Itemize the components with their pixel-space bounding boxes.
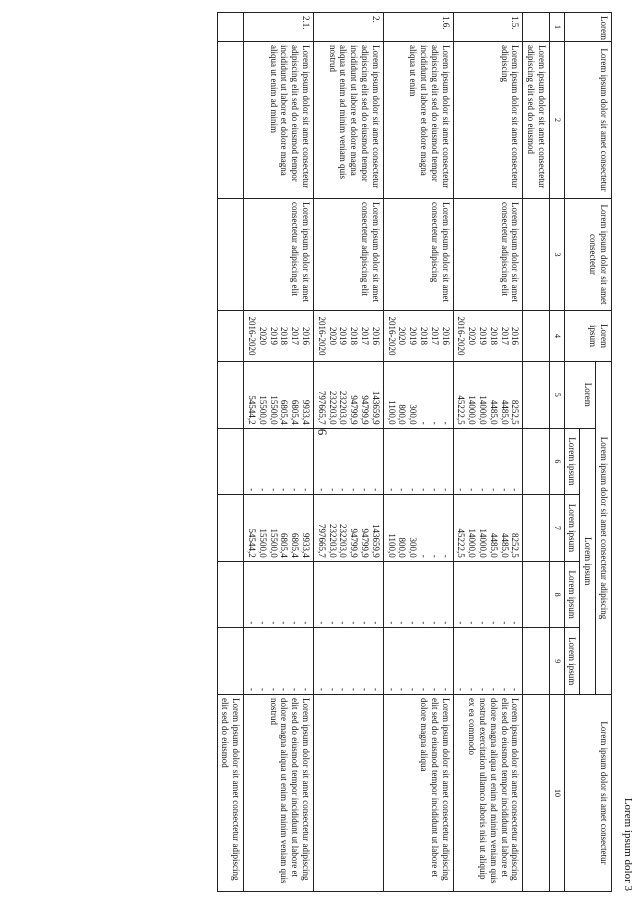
reg-value: 143659,9 [370, 524, 381, 558]
cell-result: Lorem ipsum dolor sit amet consectetur adipiscing elit sed do eiusmod [217, 695, 244, 892]
years-value: 2016 [440, 327, 451, 345]
table-row [314, 13, 384, 892]
years-value: 2019 [478, 327, 489, 345]
extra-value: - [456, 688, 467, 691]
extra-value: - [386, 688, 397, 691]
years-value: 2016-2020 [316, 316, 327, 356]
reg-value: 15500,0 [268, 528, 279, 558]
total-value: 4485,0 [488, 399, 499, 425]
total-value: 94799,9 [360, 395, 371, 425]
column-number: 7 [550, 495, 565, 562]
loc-value: - [301, 621, 312, 625]
cell-extra [453, 628, 523, 695]
header-including: Lorem ipsum [580, 428, 596, 694]
cell-name: Lorem ipsum dolor sit amet consectetur adipiscing [453, 42, 523, 199]
fed-value: - [419, 488, 430, 492]
years-value: 2016-2020 [456, 316, 467, 356]
fed-value: - [478, 488, 489, 492]
cell-years [314, 311, 384, 362]
cell-reg [523, 495, 550, 562]
extra-value: - [478, 688, 489, 691]
cell-fed [383, 428, 453, 495]
empty-cell [217, 628, 244, 695]
cell-total [244, 362, 314, 429]
table-row [383, 13, 453, 892]
loc-value: - [467, 621, 478, 625]
years-value: 2017 [499, 327, 510, 345]
cell-num: 1.5. [453, 13, 523, 42]
total-value: 94799,9 [349, 395, 360, 425]
cell-years [523, 311, 550, 362]
extra-value: - [510, 688, 521, 691]
empty-cell [217, 428, 244, 495]
cell-result [314, 695, 384, 892]
cell-extra [314, 628, 384, 695]
total-value: 232203,0 [327, 390, 338, 425]
total-value: 8252,5 [510, 399, 521, 425]
total-value: - [419, 421, 430, 425]
years-value: 2018 [279, 327, 290, 345]
fed-value: - [301, 488, 312, 492]
total-value: 54544,2 [247, 395, 258, 425]
fed-value: - [499, 488, 510, 492]
extra-value: - [301, 688, 312, 691]
cell-resp: Lorem ipsum dolor sit amet consectetur adipiscing elit [244, 199, 314, 311]
years-value: 2019 [268, 327, 279, 345]
cell-years [453, 311, 523, 362]
page-number: 6 [315, 428, 330, 436]
reg-value: - [429, 554, 440, 558]
header-result: Lorem ipsum dolor sit amet consectetur [564, 695, 611, 892]
loc-value: - [510, 621, 521, 625]
cell-reg [453, 495, 523, 562]
reg-value: - [440, 554, 451, 558]
loc-value: - [247, 621, 258, 625]
reg-value: 300,0 [408, 537, 419, 558]
fed-value: - [370, 488, 381, 492]
years-value: 2018 [349, 327, 360, 345]
empty-cell [217, 561, 244, 628]
fed-value: - [440, 488, 451, 492]
header-extrabudget: Lorem ipsum [564, 628, 580, 695]
column-number: 6 [550, 428, 565, 495]
header-responsible: Lorem ipsum dolor sit amet consectetur [564, 199, 611, 311]
cell-extra [383, 628, 453, 695]
extra-value: - [419, 688, 430, 691]
extra-value: - [429, 688, 440, 691]
reg-value: 14000,0 [467, 528, 478, 558]
cell-result: Lorem ipsum dolor sit amet consectetur adipiscing elit sed do eiusmod tempor incididunt ut labore et dolore magna aliqua ut enim ad minim veniam quis nostrud [244, 695, 314, 892]
column-number: 5 [550, 362, 565, 429]
reg-value: 6805,4 [279, 533, 290, 558]
column-number: 3 [550, 199, 565, 311]
years-value: 2016 [301, 327, 312, 345]
years-value: 2016-2020 [247, 316, 258, 356]
loc-value: - [279, 621, 290, 625]
cell-fed [523, 428, 550, 495]
extra-value: - [467, 688, 478, 691]
extra-value: - [499, 688, 510, 691]
total-value: 800,0 [397, 404, 408, 425]
extra-value: - [257, 688, 268, 691]
cell-result: Lorem ipsum dolor sit amet consectetur adipiscing elit sed do eiusmod tempor incididunt ut labore et dolore magna aliqua [383, 695, 453, 892]
cell-resp: Lorem ipsum dolor sit amet consectetur adipiscing [383, 199, 453, 311]
cell-num: 1.6. [383, 13, 453, 42]
total-value: 143659,9 [370, 390, 381, 425]
loc-value: - [419, 621, 430, 625]
fed-value: - [327, 488, 338, 492]
loc-value: - [290, 621, 301, 625]
cell-name: Lorem ipsum dolor sit amet consectetur adipiscing elit sed do eiusmod tempor incididunt ut labore et dolore magna aliqua ut enim [383, 42, 453, 199]
total-value: - [429, 421, 440, 425]
reg-value: 15500,0 [257, 528, 268, 558]
extra-value: - [279, 688, 290, 691]
cell-resp [523, 199, 550, 311]
reg-value: 1100,0 [386, 533, 397, 558]
extra-value: - [360, 688, 371, 691]
extra-value: - [316, 688, 327, 691]
continuation-label: Lorem ipsum dolor 3 [622, 797, 634, 891]
fed-value: - [247, 488, 258, 492]
years-value: 2020 [257, 327, 268, 345]
column-number: 4 [550, 311, 565, 362]
column-number: 2 [550, 42, 565, 199]
extra-value: - [408, 688, 419, 691]
fed-value: - [290, 488, 301, 492]
years-value: 2016-2020 [386, 316, 397, 356]
loc-value: - [397, 621, 408, 625]
total-value: 300,0 [408, 404, 419, 425]
total-value: 15500,0 [268, 395, 279, 425]
header-funding: Lorem ipsum dolor sit amet consectetur adipiscing [596, 362, 612, 695]
loc-value: - [257, 621, 268, 625]
fed-value: - [488, 488, 499, 492]
cell-extra [244, 628, 314, 695]
loc-value: - [440, 621, 451, 625]
reg-value: 800,0 [397, 537, 408, 558]
years-value: 2019 [408, 327, 419, 345]
reg-value: 9933,4 [301, 533, 312, 558]
cell-reg [314, 495, 384, 562]
header-num: Lorem [564, 13, 611, 42]
reg-value: 232203,0 [327, 524, 338, 558]
extra-value: - [290, 688, 301, 691]
cell-result [523, 695, 550, 892]
reg-value: 45222,5 [456, 528, 467, 558]
extra-value: - [488, 688, 499, 691]
cell-name: Lorem ipsum dolor sit amet consectetur adipiscing elit sed do eiusmod [523, 42, 550, 199]
extra-value: - [268, 688, 279, 691]
cell-num [523, 13, 550, 42]
cell-resp: Lorem ipsum dolor sit amet consectetur adipiscing elit [453, 199, 523, 311]
fed-value: - [257, 488, 268, 492]
years-value: 2018 [488, 327, 499, 345]
column-number: 10 [550, 695, 565, 892]
cell-total [383, 362, 453, 429]
fed-value: - [386, 488, 397, 492]
header-total: Lorem [564, 362, 596, 429]
total-value: 45222,5 [456, 395, 467, 425]
table-body [217, 13, 549, 892]
column-number-row [550, 13, 565, 892]
loc-value: - [338, 621, 349, 625]
cell-loc [383, 561, 453, 628]
total-value: - [440, 421, 451, 425]
program-table [217, 12, 612, 892]
cell-name: Lorem ipsum dolor sit amet consectetur adipiscing elit sed do eiusmod tempor incididunt ut labore et dolore magna aliqua ut enim ad minim veniam quis nostrud [314, 42, 384, 199]
extra-value: - [397, 688, 408, 691]
cell-total [523, 362, 550, 429]
reg-value: 94799,9 [349, 528, 360, 558]
fed-value: - [510, 488, 521, 492]
cell-num: 2.1. [244, 13, 314, 42]
years-value: 2016 [510, 327, 521, 345]
total-value: 14000,0 [478, 395, 489, 425]
total-value: 797665,7 [316, 390, 327, 425]
empty-cell [217, 199, 244, 311]
reg-value: - [419, 554, 430, 558]
years-value: 2020 [397, 327, 408, 345]
extra-value: - [370, 688, 381, 691]
fed-value: - [397, 488, 408, 492]
header-federal: Lorem ipsum [564, 428, 580, 495]
loc-value: - [327, 621, 338, 625]
years-value: 2020 [327, 327, 338, 345]
extra-value: - [338, 688, 349, 691]
cell-total [453, 362, 523, 429]
cell-fed [244, 428, 314, 495]
years-value: 2017 [290, 327, 301, 345]
reg-value: 8252,5 [510, 533, 521, 558]
loc-value: - [360, 621, 371, 625]
years-value: 2017 [429, 327, 440, 345]
loc-value: - [488, 621, 499, 625]
cell-fed [453, 428, 523, 495]
total-value: 9933,4 [301, 399, 312, 425]
fed-value: - [316, 488, 327, 492]
years-value: 2017 [360, 327, 371, 345]
loc-value: - [370, 621, 381, 625]
fed-value: - [408, 488, 419, 492]
header-regional: Lorem ipsum [564, 495, 580, 562]
cell-loc [523, 561, 550, 628]
loc-value: - [429, 621, 440, 625]
total-value: 4485,0 [499, 399, 510, 425]
reg-value: 94799,9 [360, 528, 371, 558]
total-value: 1100,0 [386, 400, 397, 425]
cell-reg [383, 495, 453, 562]
column-number: 8 [550, 561, 565, 628]
table-row [217, 13, 244, 892]
loc-value: - [456, 621, 467, 625]
fed-value: - [279, 488, 290, 492]
cell-total [314, 362, 384, 429]
header-local: Lorem ipsum [564, 561, 580, 628]
extra-value: - [247, 688, 258, 691]
loc-value: - [478, 621, 489, 625]
total-value: 232203,0 [338, 390, 349, 425]
column-number: 9 [550, 628, 565, 695]
loc-value: - [268, 621, 279, 625]
cell-loc [453, 561, 523, 628]
cell-loc [244, 561, 314, 628]
loc-value: - [349, 621, 360, 625]
empty-cell [217, 362, 244, 429]
loc-value: - [499, 621, 510, 625]
cell-extra [523, 628, 550, 695]
loc-value: - [316, 621, 327, 625]
fed-value: - [429, 488, 440, 492]
fed-value: - [360, 488, 371, 492]
fed-value: - [467, 488, 478, 492]
fed-value: - [349, 488, 360, 492]
cell-num: 2. [314, 13, 384, 42]
header-name: Lorem ipsum dolor sit amet consectetur [564, 42, 611, 199]
cell-loc [314, 561, 384, 628]
reg-value: 797665,7 [316, 524, 327, 558]
reg-value: 232203,0 [338, 524, 349, 558]
fed-value: - [456, 488, 467, 492]
extra-value: - [327, 688, 338, 691]
total-value: 14000,0 [467, 395, 478, 425]
reg-value: 4485,0 [488, 533, 499, 558]
years-value: 2018 [419, 327, 430, 345]
column-number: 1 [550, 13, 565, 42]
extra-value: - [349, 688, 360, 691]
loc-value: - [408, 621, 419, 625]
empty-cell [217, 13, 244, 42]
years-value: 2020 [467, 327, 478, 345]
total-value: 15500,0 [257, 395, 268, 425]
fed-value: - [338, 488, 349, 492]
table-row [523, 13, 550, 892]
empty-cell [217, 42, 244, 199]
cell-result: Lorem ipsum dolor sit amet consectetur adipiscing elit sed do eiusmod tempor incididunt ut labore et dolore magna aliqua ut enim ad minim veniam quis nostrud exercitation ullamco laboris nisi ut aliquip ex ea commodo [453, 695, 523, 892]
loc-value: - [386, 621, 397, 625]
reg-value: 14000,0 [478, 528, 489, 558]
reg-value: 54544,2 [247, 528, 258, 558]
cell-name: Lorem ipsum dolor sit amet consectetur adipiscing elit sed do eiusmod tempor incididunt ut labore et dolore magna aliqua ut enim ad minim [244, 42, 314, 199]
fed-value: - [268, 488, 279, 492]
cell-years [383, 311, 453, 362]
table-row [453, 13, 523, 892]
years-value: 2016 [370, 327, 381, 345]
header-year: Lorem ipsum [564, 311, 611, 362]
reg-value: 6805,4 [290, 533, 301, 558]
cell-resp: Lorem ipsum dolor sit amet consectetur adipiscing elit [314, 199, 384, 311]
empty-cell [217, 311, 244, 362]
total-value: 6805,4 [279, 399, 290, 425]
cell-reg [244, 495, 314, 562]
extra-value: - [440, 688, 451, 691]
reg-value: 4485,0 [499, 533, 510, 558]
total-value: 6805,4 [290, 399, 301, 425]
empty-cell [217, 495, 244, 562]
cell-years [244, 311, 314, 362]
years-value: 2019 [338, 327, 349, 345]
table-row [244, 13, 314, 892]
